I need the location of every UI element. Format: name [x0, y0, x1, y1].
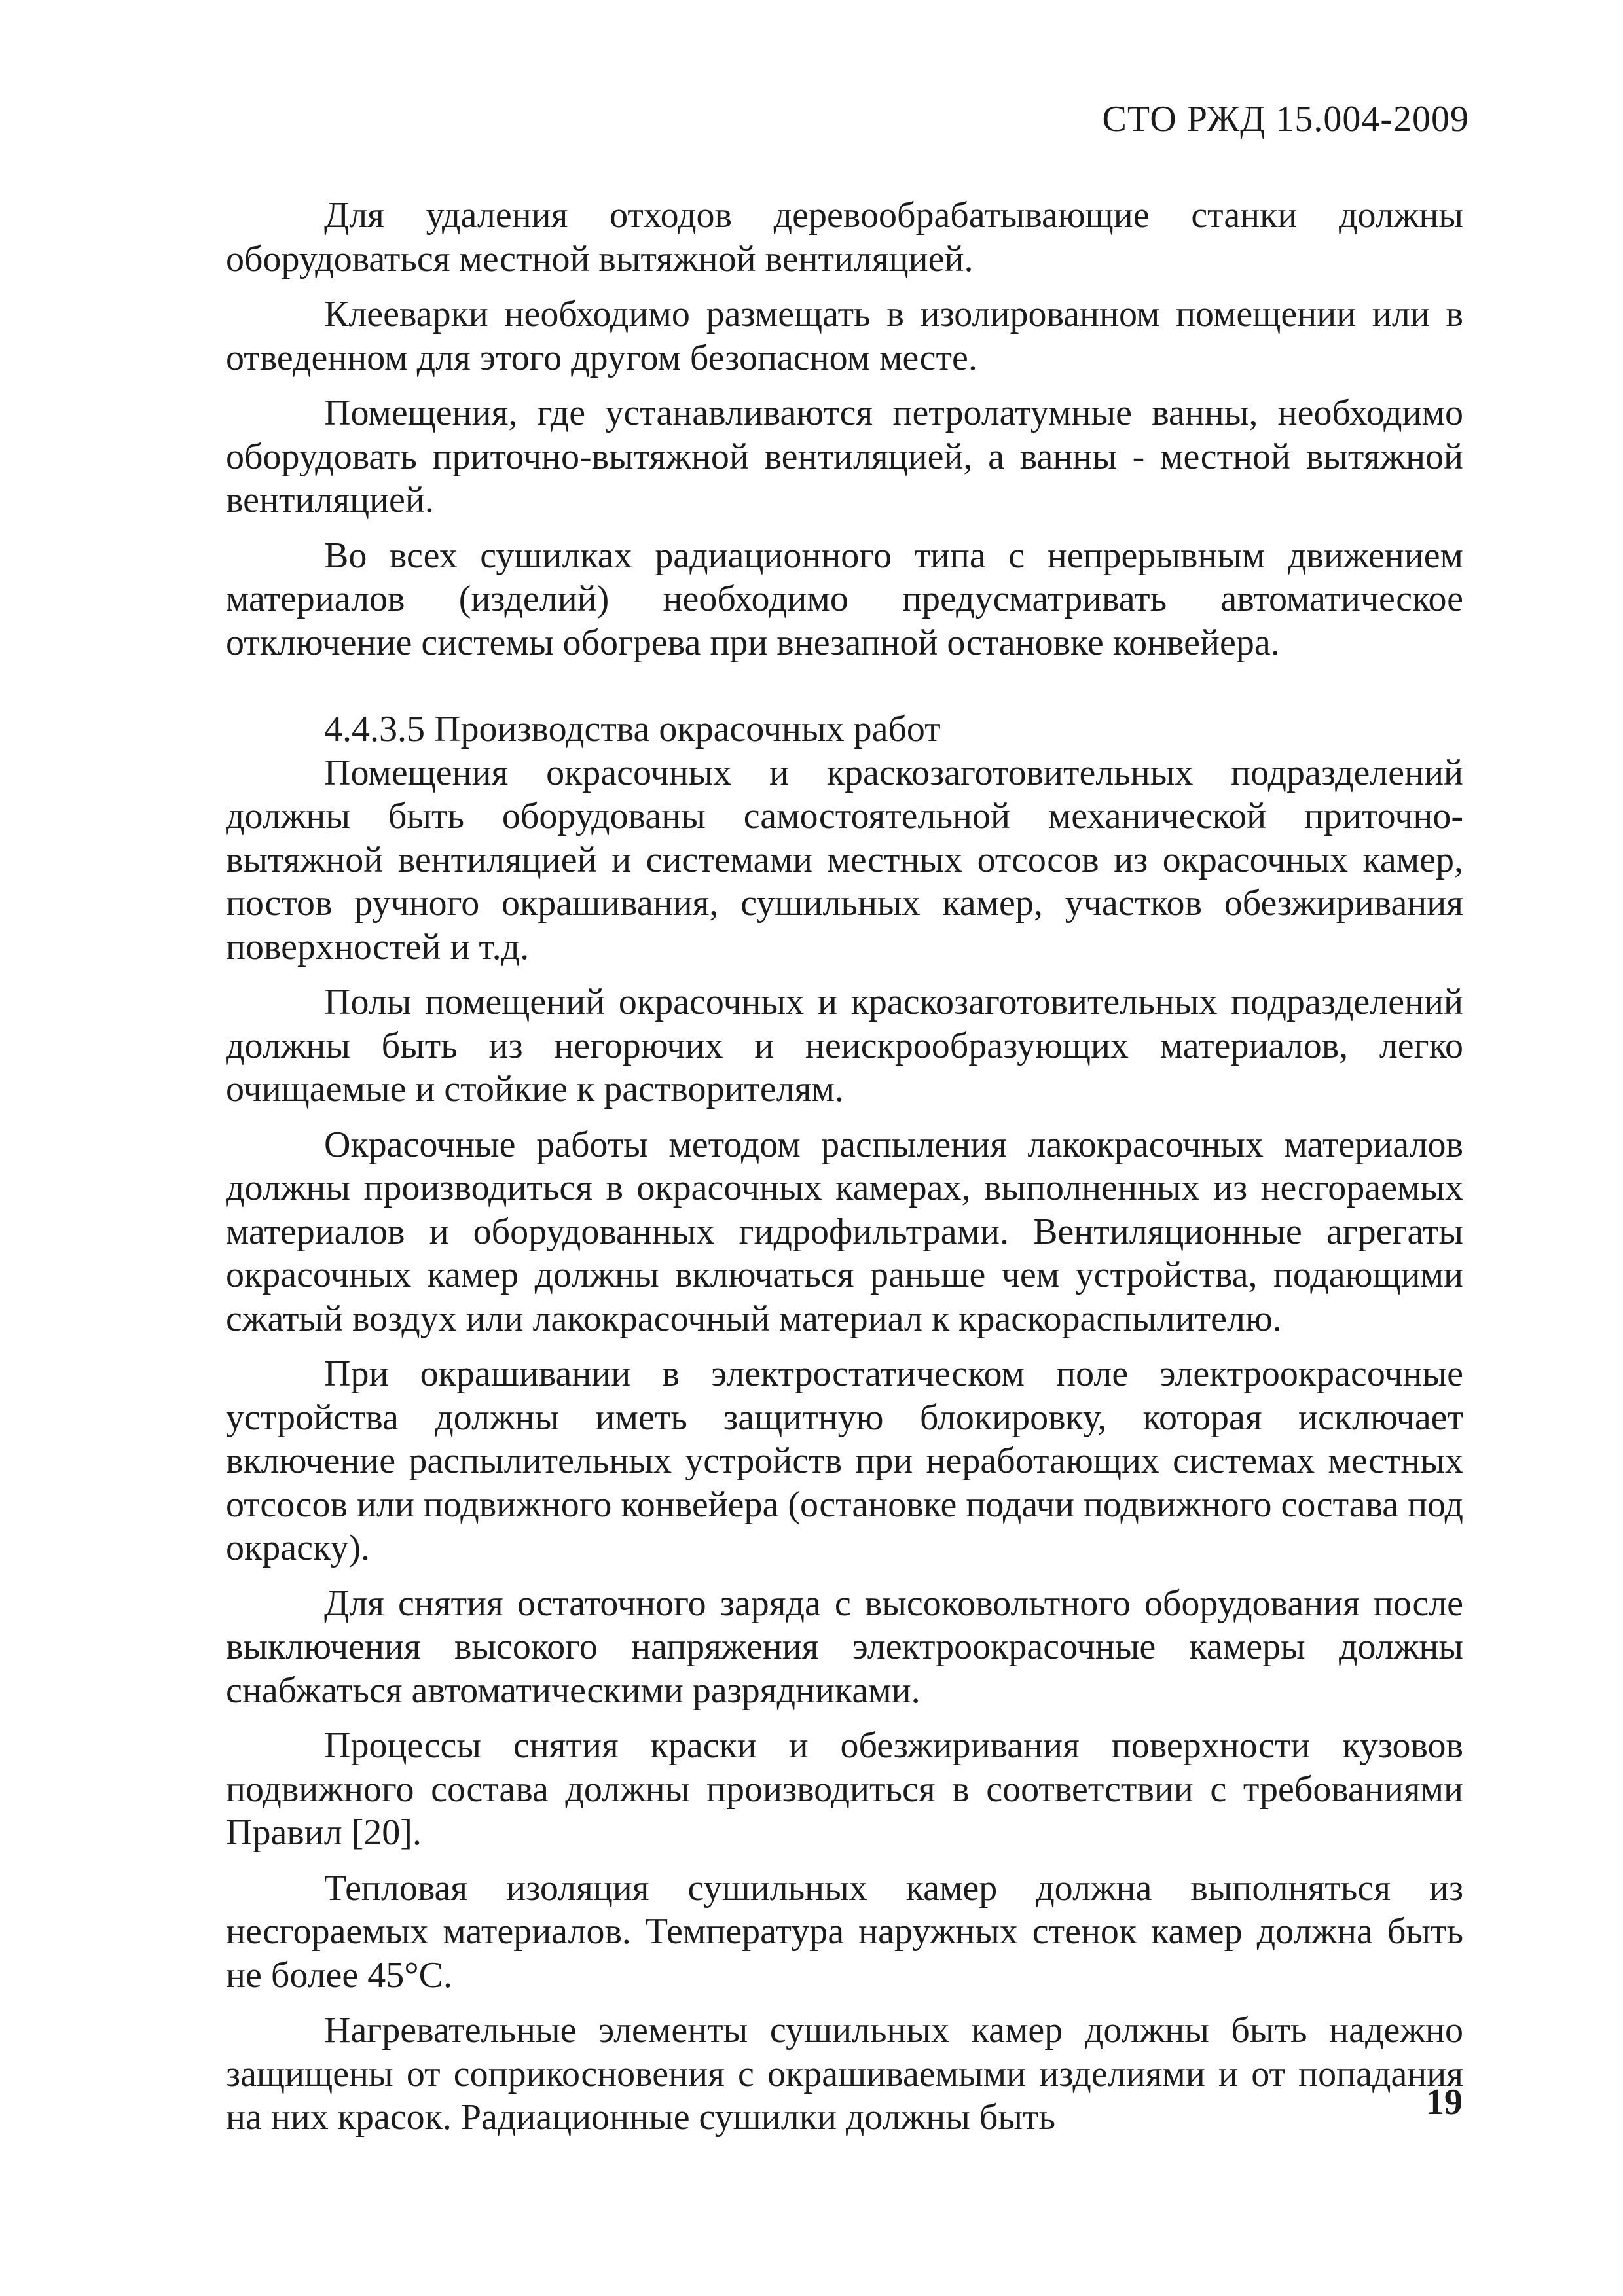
paragraph: Процессы снятия краски и обезжиривания поверхности кузовов подвижного состава должны производиться в соответствии с требованиями Правил [20]. [226, 1725, 1463, 1853]
paragraph: Клееварки необходимо размещать в изолированном помещении или в отведенном для этого другом безопасном месте. [226, 294, 1463, 378]
body-text [226, 194, 1463, 2140]
paragraph: Для снятия остаточного заряда с высоковольтного оборудования после выключения высокого напряжения электроокрасочные камеры должны снабжаться автоматическими разрядниками. [226, 1583, 1463, 1711]
paragraph: Во всех сушилках радиационного типа с непрерывным движением материалов (изделий) необходимо предусматривать автоматическое отключение системы обогрева при внезапной остановке конвейера. [226, 535, 1463, 663]
page-number: 19 [1426, 2082, 1463, 2123]
paragraph: Полы помещений окрасочных и краскозаготовительных подразделений должны быть из негорючих и неискрообразующих материалов, легко очищаемые и стойкие к растворителям. [226, 982, 1463, 1109]
paragraph: Для удаления отходов деревообрабатывающие станки должны оборудоваться местной вытяжной вентиляцией. [226, 195, 1463, 279]
paragraph: Окрасочные работы методом распыления лакокрасочных материалов должны производиться в окрасочных камерах, выполненных из несгораемых материалов и оборудованных гидрофильтрами. Вентиляционные агрегаты окрасочных камер должны включаться раньше чем устройства, подающими сжатый воздух или лакокрасочный материал к краскораспылителю. [226, 1124, 1463, 1339]
paragraph: Нагревательные элементы сушильных камер должны быть надежно защищены от соприкосновения с окрашиваемыми изделиями и от попадания на них красок. Радиационные сушилки должны быть [226, 2010, 1463, 2138]
section-heading: 4.4.3.5 Производства окрасочных работ [324, 709, 941, 749]
paragraph: Помещения окрасочных и краскозаготовительных подразделений должны быть оборудованы самостоятельной механической приточно-вытяжной вентиляцией и системами местных отсосов из окрасочных камер, постов ручного окрашивания, сушильных камер, участков обезжиривания поверхностей и т.д. [226, 752, 1463, 967]
paragraph: Помещения, где устанавливаются петролатумные ванны, необходимо оборудовать приточно-вытяжной вентиляцией, а ванны - местной вытяжной вентиляцией. [226, 393, 1463, 520]
paragraph: При окрашивании в электростатическом поле электроокрасочные устройства должны иметь защитную блокировку, которая исключает включение распылительных устройств при неработающих системах местных отсосов или подвижного конвейера (остановке подачи подвижного состава под окраску). [226, 1354, 1463, 1568]
document-code: СТО РЖД 15.004-2009 [1102, 99, 1469, 139]
paragraph: Тепловая изоляция сушильных камер должна выполняться из несгораемых материалов. Температура наружных стенок камер должна быть не более 45°С. [226, 1867, 1463, 1996]
